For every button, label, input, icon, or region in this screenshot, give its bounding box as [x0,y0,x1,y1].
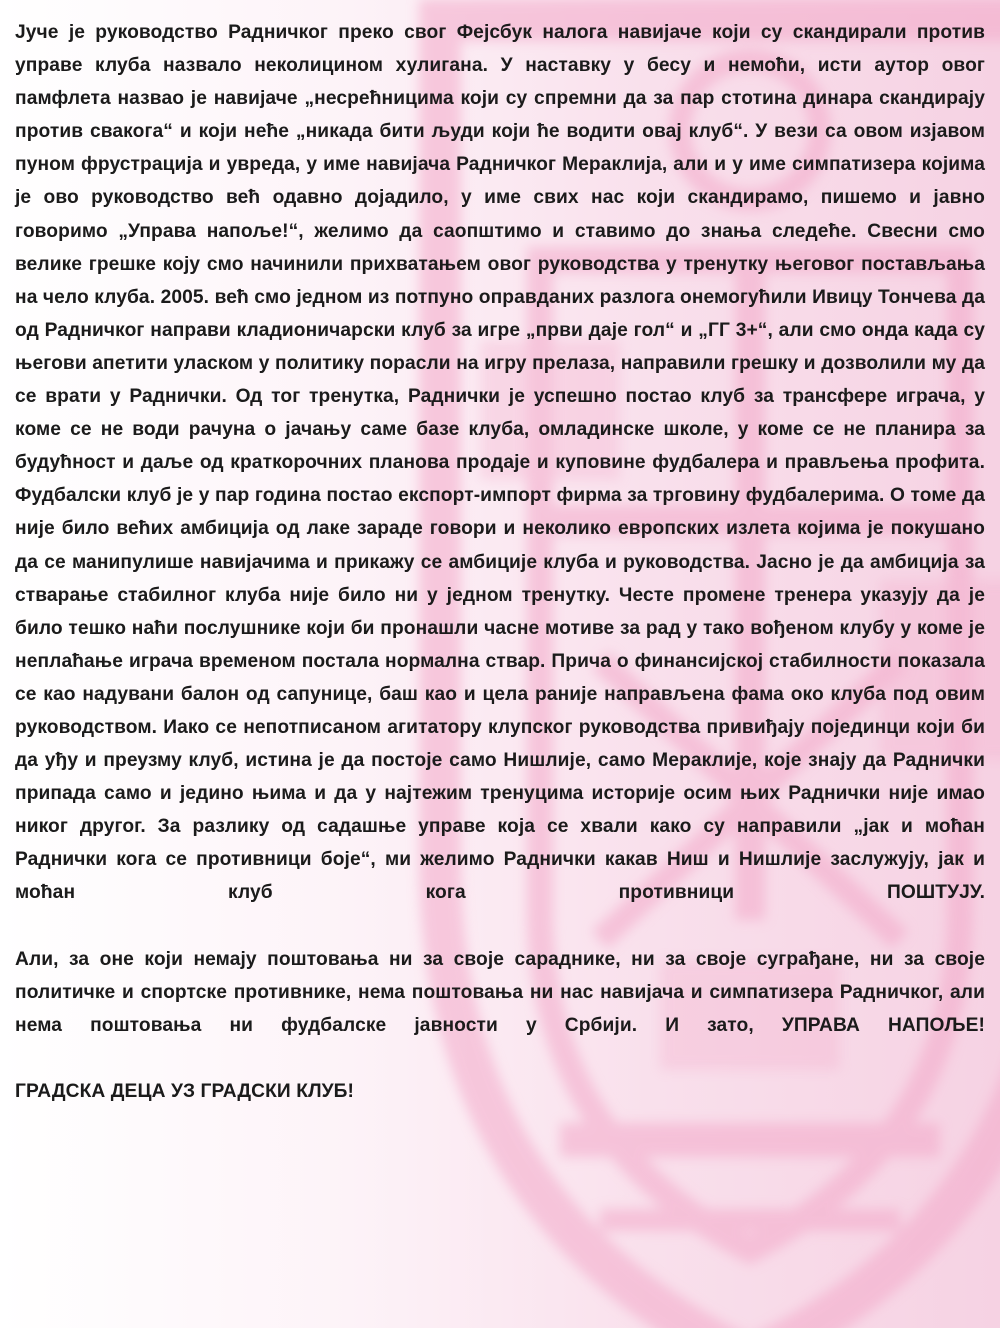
letter-paragraph-main: Јуче је руководство Радничког преко свог Фејсбук налога навијаче који су скандирали против управе клуба назвало неколицином хулигана. У наставку у бесу и немоћи, исти аутор овог памфлета назвао је навијаче „несрећницима који су спремни да за пар стотина динара скандирају против свакога“ и који неће „никада бити људи који ће водити овај клуб“. У вези са овом изјавом пуном фрустрација и увреда, у име навијача Радничког Мераклија, али и у име симпатизера којима је ово руководство већ одавно дојадило, у име свих нас који скандирамо, пишемо и јавно говоримо „Управа напоље!“, желимо да саопштимо и ставимо до знања следеће. Свесни смо велике грешке коју смо начинили прихватањем овог руководства у тренутку његовог постављања на чело клуба. 2005. већ смо једном из потпуно оправданих разлога онемогућили Ивицу Тончева да од Радничког направи кладионичарски клуб за игре „први даје гол“ и „ГГ 3+“, али смо онда када су његови апетити уласком у политику порасли на игру прелаза, направили грешку и дозволили му да се врати у Раднички. Од тог тренутка, Раднички је успешно постао клуб за трансфере играча, у коме се не води рачуна о јачању саме базе клуба, омладинске школе, у коме се не планира за будућност и даље од краткорочних планова продаје и куповине фудбалера и прављења профита. Фудбалски клуб је у пар година постао експорт-импорт фирма за трговину фудбалерима. О томе да није било већих амбиција од лаке зараде говори и неколико европских излета којима је покушано да се манипулише навијачима и прикажу се амбиције клуба и руководства. Јасно је да амбиција за стварање стабилног клуба није било ни у једном тренутку. Честе промене тренера указују да је било тешко наћи послушнике који би пронашли часне мотиве за рад у тако вођеном клубу у коме је неплаћање играча временом постала нормална ствар. Прича о финансијској стабилности показала се као надувани балон од сапунице, баш као и цела раније направљена фама око клуба под овим руководством. Иако се непотписаном агитатору клупског руководства привиђају појединци који би да уђу и преузму клуб, истина је да постоје само Нишлије, само Мераклије, које знају да Раднички припада само и једино њима и да у најтежим тренуцима историје осим њих Раднички није имао никог другог. За разлику од садашње управе која се хвали како су направили „јак и моћан Раднички кога се противници боје“, ми желимо Раднички какав Ниш и Нишлије заслужују, јак и моћан клуб кога противници ПОШТУЈУ. [15,22,985,904]
open-letter [15,16,985,1108]
letter-paragraph-closing: Али, за оне који немају поштовања ни за своје сараднике, ни за своје суграђане, ни за своје политичке и спортске противнике, нема поштовања ни нас навијача и симпатизера Радничког, али нема поштовања ни фудбалске јавности у Србији. И зато, УПРАВА НАПОЉЕ! [15,948,985,1036]
letter-signature: ГРАДСКА ДЕЦА УЗ ГРАДСКИ КЛУБ! [15,1080,355,1102]
